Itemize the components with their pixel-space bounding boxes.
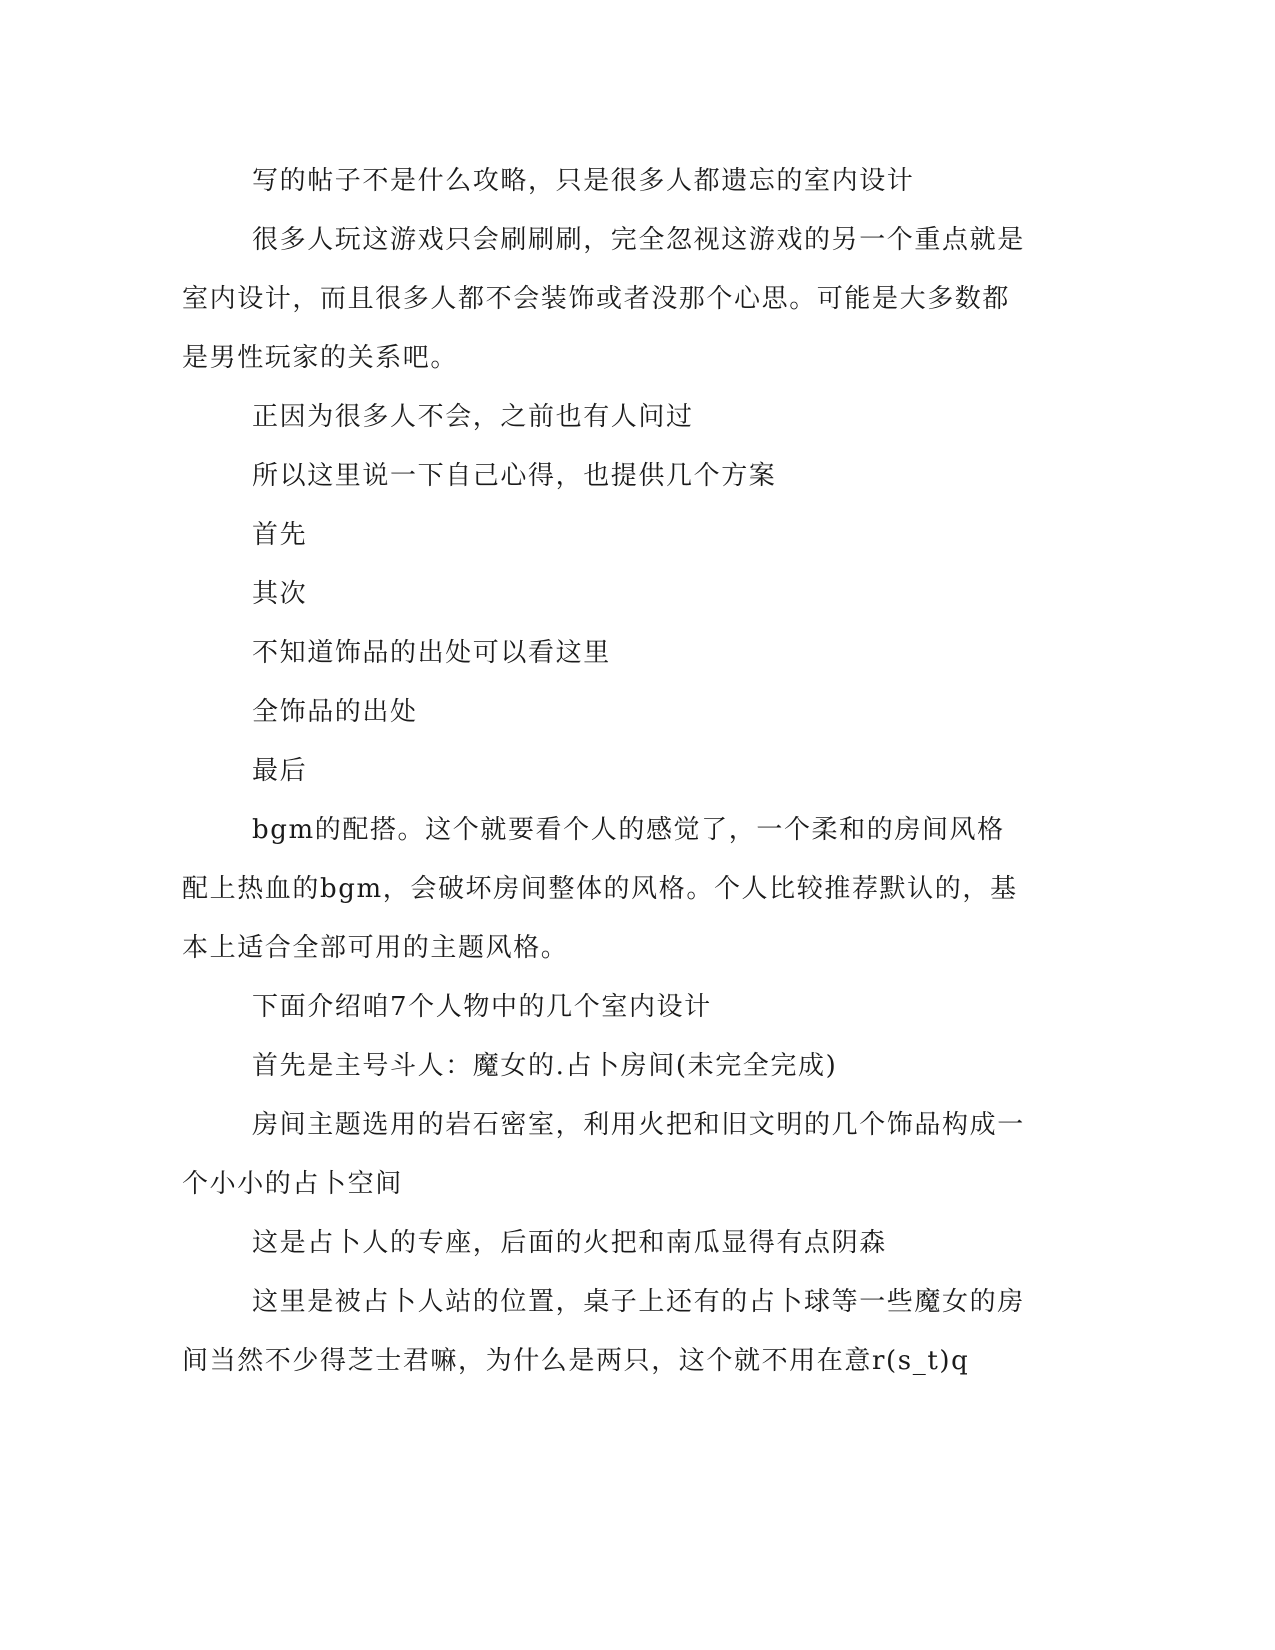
paragraph: 这是占卜人的专座，后面的火把和南瓜显得有点阴森 [252,1228,887,1258]
paragraph: 写的帖子不是什么攻略，只是很多人都遗忘的室内设计 [252,166,915,196]
paragraph: 这里是被占卜人站的位置，桌子上还有的占卜球等一些魔女的房间当然不少得芝士君嘛，为什么是两只，这个就不用在意r(s_t)q [182,1287,1025,1376]
paragraph: 房间主题选用的岩石密室，利用火把和旧文明的几个饰品构成一个小小的占卜空间 [182,1110,1025,1199]
paragraph: 首先 [252,520,308,550]
paragraph: 全饰品的出处 [252,697,418,727]
paragraph: 首先是主号斗人：魔女的.占卜房间(未完全完成) [252,1051,838,1081]
paragraph: 其次 [252,579,308,609]
paragraph: 所以这里说一下自己心得，也提供几个方案 [252,461,777,491]
paragraph: 不知道饰品的出处可以看这里 [252,638,611,668]
paragraph: bgm的配搭。这个就要看个人的感觉了，一个柔和的房间风格配上热血的bgm，会破坏房间整体的风格。个人比较推荐默认的，基本上适合全部可用的主题风格。 [182,815,1018,963]
paragraph: 正因为很多人不会，之前也有人问过 [252,402,694,432]
paragraph: 很多人玩这游戏只会刷刷刷，完全忽视这游戏的另一个重点就是室内设计，而且很多人都不会装饰或者没那个心思。可能是大多数都是男性玩家的关系吧。 [182,225,1025,373]
document-body [182,152,1032,1391]
paragraph: 最后 [252,756,308,786]
paragraph: 下面介绍咱7个人物中的几个室内设计 [252,992,712,1022]
